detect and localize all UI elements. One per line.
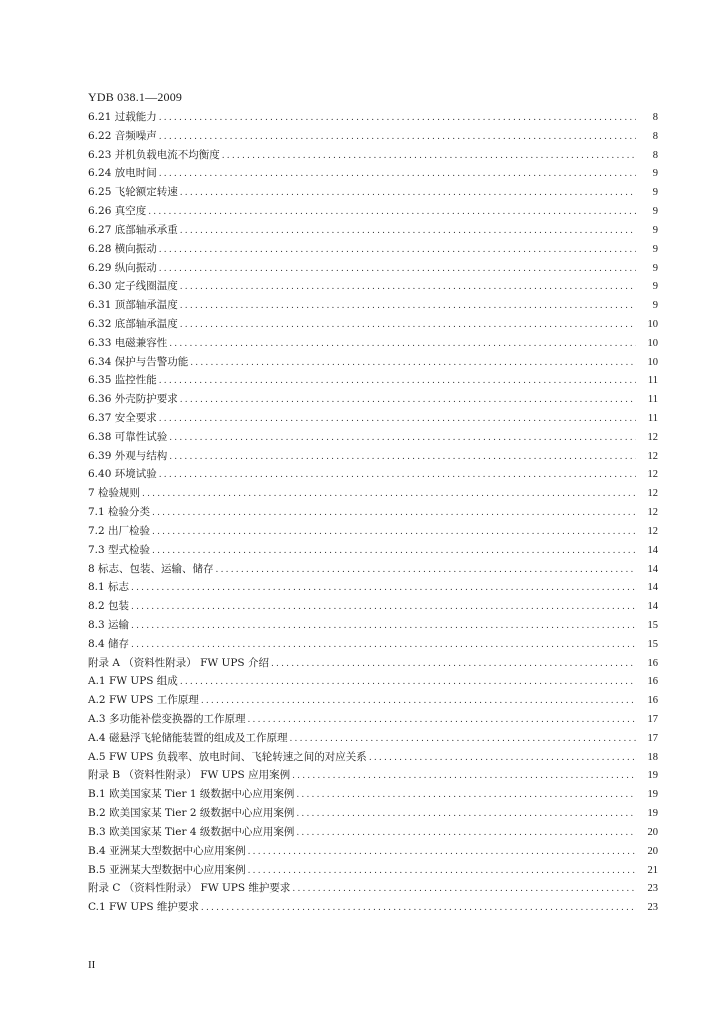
toc-entry-title: 6.38 可靠性试验 xyxy=(88,430,168,443)
toc-entry[interactable] xyxy=(88,898,658,917)
toc-dot-leader xyxy=(247,711,636,730)
toc-entry[interactable] xyxy=(88,202,658,221)
toc-entry-title: C.1 FW UPS 维护要求 xyxy=(88,901,199,914)
document-code-header: YDB 038.1—2009 xyxy=(88,90,183,104)
toc-entry-page-number: 23 xyxy=(647,883,658,895)
toc-entry-page-number: 10 xyxy=(647,356,658,368)
toc-entry-title: 8 标志、包装、运输、储存 xyxy=(88,562,214,575)
toc-entry-title: 6.22 音频噪声 xyxy=(88,129,157,142)
toc-dot-leader xyxy=(169,429,636,448)
toc-dot-leader xyxy=(180,297,636,316)
toc-entry[interactable] xyxy=(88,522,658,541)
toc-entry-title: 6.30 定子线圈温度 xyxy=(88,280,178,293)
toc-entry[interactable] xyxy=(88,823,658,842)
toc-dot-leader xyxy=(131,636,636,655)
toc-entry-title: 6.31 顶部轴承温度 xyxy=(88,299,178,312)
toc-dot-leader xyxy=(180,222,636,241)
toc-dot-leader xyxy=(180,184,636,203)
toc-dot-leader xyxy=(169,335,636,354)
toc-entry-page-number: 14 xyxy=(647,544,658,556)
toc-entry-title: 6.39 外观与结构 xyxy=(88,449,168,462)
toc-dot-leader xyxy=(296,824,636,843)
toc-entry-page-number: 12 xyxy=(647,488,658,500)
toc-entry[interactable] xyxy=(88,879,658,898)
toc-entry[interactable] xyxy=(88,447,658,466)
toc-entry-page-number: 16 xyxy=(647,676,658,688)
toc-entry-title: A.2 FW UPS 工作原理 xyxy=(88,694,199,707)
toc-entry[interactable] xyxy=(88,334,658,353)
toc-entry-page-number: 9 xyxy=(652,243,658,255)
toc-entry[interactable] xyxy=(88,465,658,484)
toc-entry-page-number: 12 xyxy=(647,431,658,443)
toc-entry[interactable] xyxy=(88,277,658,296)
toc-entry[interactable] xyxy=(88,748,658,767)
toc-dot-leader xyxy=(292,767,636,786)
toc-entry-title: 6.40 环境试验 xyxy=(88,468,157,481)
toc-entry-page-number: 8 xyxy=(652,149,658,161)
toc-entry[interactable] xyxy=(88,164,658,183)
toc-dot-leader xyxy=(180,391,636,410)
toc-dot-leader xyxy=(159,241,636,260)
toc-entry-title: 附录 A （资料性附录） FW UPS 介绍 xyxy=(88,656,269,669)
page-number-footer: II xyxy=(88,959,96,971)
toc-entry-title: A.1 FW UPS 组成 xyxy=(88,675,178,688)
toc-entry[interactable] xyxy=(88,221,658,240)
toc-entry-page-number: 11 xyxy=(647,394,658,406)
toc-entry-title: 6.37 安全要求 xyxy=(88,412,157,424)
toc-dot-leader xyxy=(159,165,636,184)
toc-entry[interactable] xyxy=(88,240,658,259)
toc-entry-title: 附录 C （资料性附录） FW UPS 维护要求 xyxy=(88,882,291,895)
toc-entry-title: 6.28 横向振动 xyxy=(88,242,157,255)
toc-dot-leader xyxy=(369,749,636,768)
toc-entry-page-number: 12 xyxy=(647,450,658,462)
toc-entry[interactable] xyxy=(88,785,658,804)
toc-entry-title: 附录 B （资料性附录） FW UPS 应用案例 xyxy=(88,769,291,782)
table-of-contents xyxy=(88,108,658,917)
toc-entry-page-number: 14 xyxy=(647,582,658,594)
toc-entry-page-number: 20 xyxy=(647,845,658,857)
toc-entry[interactable] xyxy=(88,127,658,146)
toc-dot-leader xyxy=(296,786,636,805)
toc-entry-title: B.1 欧美国家某 Tier 1 级数据中心应用案例 xyxy=(88,788,295,801)
toc-entry-page-number: 16 xyxy=(647,695,658,707)
toc-dot-leader xyxy=(159,260,636,279)
toc-entry-page-number: 19 xyxy=(647,789,658,801)
toc-entry[interactable] xyxy=(88,484,658,503)
toc-entry-page-number: 16 xyxy=(647,657,658,669)
toc-entry-page-number: 9 xyxy=(652,262,658,274)
toc-entry-page-number: 8 xyxy=(652,130,658,142)
toc-entry-title: 7 检验规则 xyxy=(88,487,141,500)
toc-entry[interactable] xyxy=(88,353,658,372)
toc-dot-leader xyxy=(216,561,636,580)
toc-entry-page-number: 14 xyxy=(647,563,658,575)
toc-entry[interactable] xyxy=(88,804,658,823)
toc-entry-page-number: 19 xyxy=(647,808,658,820)
toc-entry-page-number: 17 xyxy=(647,732,658,744)
toc-entry-title: 8.4 储存 xyxy=(88,637,130,650)
toc-entry-page-number: 17 xyxy=(647,714,658,725)
toc-entry-title: 6.36 外壳防护要求 xyxy=(88,393,178,406)
toc-entry-title: 6.32 底部轴承温度 xyxy=(88,317,178,330)
toc-entry-title: A.3 多功能补偿变换器的工作原理 xyxy=(88,713,246,725)
toc-entry-page-number: 19 xyxy=(647,770,658,782)
toc-dot-leader xyxy=(159,372,636,391)
toc-entry-page-number: 9 xyxy=(652,187,658,199)
toc-dot-leader xyxy=(159,466,636,485)
toc-entry-title: B.2 欧美国家某 Tier 2 级数据中心应用案例 xyxy=(88,807,295,820)
toc-entry-title: 7.2 出厂检验 xyxy=(88,524,151,537)
toc-entry-page-number: 9 xyxy=(652,281,658,293)
toc-entry[interactable] xyxy=(88,766,658,785)
toc-entry-title: A.5 FW UPS 负载率、放电时间、飞轮转速之间的对应关系 xyxy=(88,750,367,763)
toc-dot-leader xyxy=(180,316,636,335)
toc-entry-title: 6.26 真空度 xyxy=(88,205,147,218)
toc-entry[interactable] xyxy=(88,597,658,616)
toc-entry-page-number: 9 xyxy=(652,168,658,180)
toc-dot-leader xyxy=(292,880,636,899)
toc-entry-page-number: 9 xyxy=(652,300,658,312)
toc-entry[interactable] xyxy=(88,428,658,447)
toc-entry[interactable] xyxy=(88,108,658,127)
toc-entry[interactable] xyxy=(88,259,658,278)
toc-entry-title: 6.33 电磁兼容性 xyxy=(88,336,168,349)
toc-entry[interactable] xyxy=(88,541,658,560)
toc-dot-leader xyxy=(152,542,636,561)
toc-entry-title: 8.1 标志 xyxy=(88,581,130,594)
toc-entry-title: 8.3 运输 xyxy=(88,618,130,631)
toc-dot-leader xyxy=(152,504,636,523)
toc-dot-leader xyxy=(222,147,636,166)
toc-entry-page-number: 9 xyxy=(652,224,658,236)
toc-entry[interactable] xyxy=(88,390,658,409)
toc-entry[interactable] xyxy=(88,578,658,597)
toc-entry-page-number: 20 xyxy=(647,826,658,838)
toc-entry[interactable] xyxy=(88,861,658,880)
toc-dot-leader xyxy=(169,448,636,467)
toc-entry[interactable] xyxy=(88,691,658,710)
toc-entry-page-number: 12 xyxy=(647,469,658,481)
toc-entry-title: 7.3 型式检验 xyxy=(88,543,151,556)
toc-entry[interactable] xyxy=(88,635,658,654)
toc-entry-page-number: 11 xyxy=(647,413,658,424)
toc-entry-page-number: 11 xyxy=(647,375,658,387)
toc-entry-title: 6.21 过载能力 xyxy=(88,111,157,123)
toc-dot-leader xyxy=(142,485,636,504)
toc-entry[interactable] xyxy=(88,296,658,315)
toc-entry-page-number: 21 xyxy=(647,864,658,876)
toc-entry[interactable] xyxy=(88,560,658,579)
toc-entry[interactable] xyxy=(88,503,658,522)
toc-entry-page-number: 23 xyxy=(647,902,658,914)
toc-entry[interactable] xyxy=(88,710,658,729)
toc-dot-leader xyxy=(296,805,636,824)
toc-entry-page-number: 9 xyxy=(652,206,658,218)
toc-entry-page-number: 10 xyxy=(647,318,658,330)
toc-entry[interactable] xyxy=(88,842,658,861)
toc-entry[interactable] xyxy=(88,654,658,673)
toc-entry-title: 8.2 包装 xyxy=(88,600,130,613)
toc-dot-leader xyxy=(289,730,636,749)
toc-dot-leader xyxy=(159,410,636,429)
toc-entry[interactable] xyxy=(88,672,658,691)
toc-dot-leader xyxy=(131,579,636,598)
toc-entry[interactable] xyxy=(88,409,658,428)
toc-dot-leader xyxy=(190,354,636,373)
toc-entry-title: B.4 亚洲某大型数据中心应用案例 xyxy=(88,844,246,857)
toc-entry-page-number: 15 xyxy=(647,638,658,650)
toc-entry-page-number: 8 xyxy=(652,112,658,123)
toc-entry-page-number: 12 xyxy=(647,507,658,519)
toc-dot-leader xyxy=(201,899,636,918)
toc-dot-leader xyxy=(131,617,636,636)
toc-entry-title: B.5 亚洲某大型数据中心应用案例 xyxy=(88,863,246,876)
toc-dot-leader xyxy=(152,523,636,542)
toc-dot-leader xyxy=(180,673,636,692)
toc-dot-leader xyxy=(131,598,636,617)
toc-entry-title: A.4 磁悬浮飞轮储能装置的组成及工作原理 xyxy=(88,731,288,744)
toc-dot-leader xyxy=(180,278,636,297)
toc-entry-page-number: 14 xyxy=(647,601,658,613)
toc-dot-leader xyxy=(248,843,636,862)
toc-dot-leader xyxy=(148,203,636,222)
toc-entry-page-number: 10 xyxy=(647,337,658,349)
toc-entry-page-number: 15 xyxy=(647,619,658,631)
toc-entry-title: 6.35 监控性能 xyxy=(88,374,157,387)
toc-entry[interactable] xyxy=(88,315,658,334)
toc-entry[interactable] xyxy=(88,146,658,165)
toc-entry-title: 6.29 纵向振动 xyxy=(88,261,157,274)
toc-dot-leader xyxy=(159,128,636,147)
toc-entry-title: 6.23 并机负载电流不均衡度 xyxy=(88,148,220,161)
toc-entry-title: 6.27 底部轴承承重 xyxy=(88,223,178,236)
toc-entry[interactable] xyxy=(88,183,658,202)
toc-dot-leader xyxy=(248,862,636,881)
toc-entry-page-number: 12 xyxy=(647,525,658,537)
toc-dot-leader xyxy=(159,109,636,128)
toc-entry-title: 7.1 检验分类 xyxy=(88,506,151,519)
toc-entry[interactable] xyxy=(88,371,658,390)
toc-entry-title: 6.34 保护与告警功能 xyxy=(88,355,189,368)
toc-dot-leader xyxy=(271,655,636,674)
toc-entry-title: 6.24 放电时间 xyxy=(88,167,157,180)
toc-dot-leader xyxy=(201,692,636,711)
toc-entry[interactable] xyxy=(88,729,658,748)
toc-entry-page-number: 18 xyxy=(647,751,658,763)
toc-entry-title: B.3 欧美国家某 Tier 4 级数据中心应用案例 xyxy=(88,825,295,838)
toc-entry[interactable] xyxy=(88,616,658,635)
toc-entry-title: 6.25 飞轮额定转速 xyxy=(88,186,178,199)
